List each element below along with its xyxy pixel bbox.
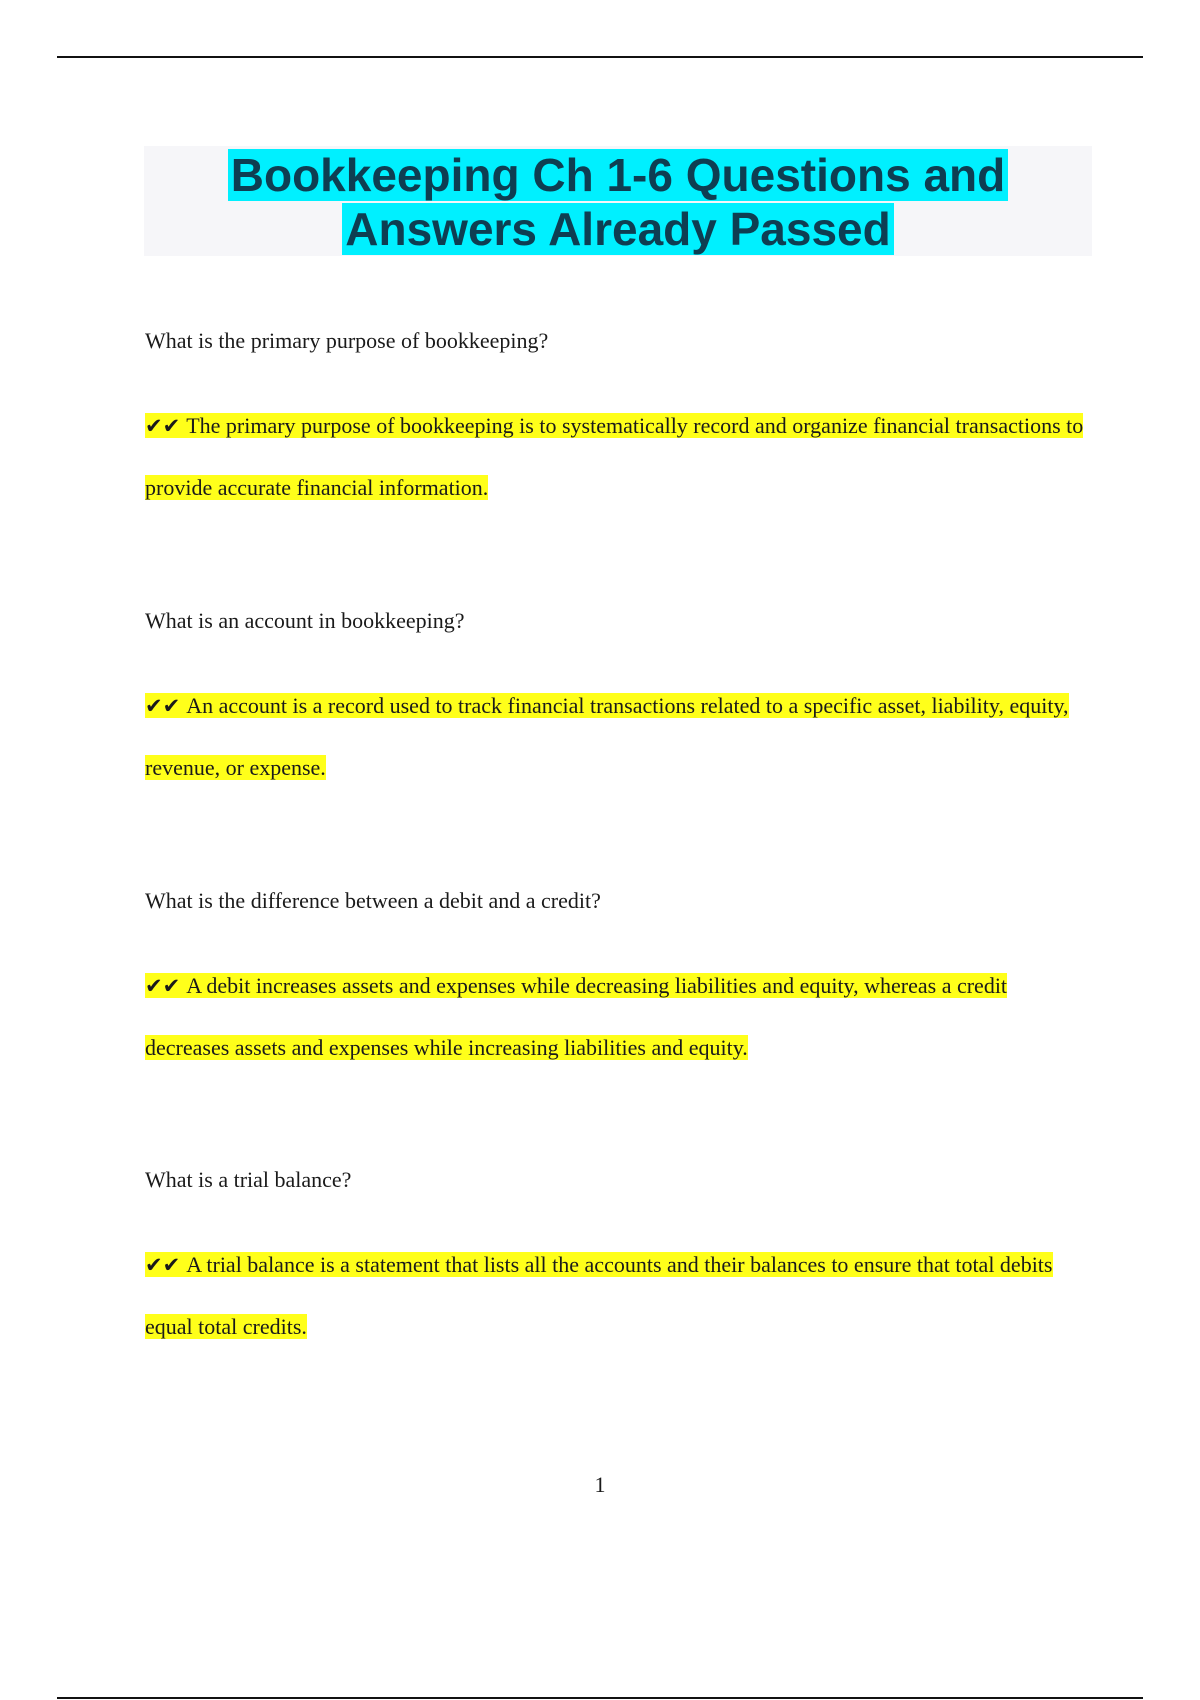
title-line-1: Bookkeeping Ch 1-6 Questions and — [228, 149, 1008, 201]
check-icon: ✔✔ — [145, 1253, 181, 1277]
answer-text — [145, 1234, 1085, 1357]
question-text: What is the difference between a debit and a credit? — [145, 888, 601, 913]
answer-body: The primary purpose of bookkeeping is to systematically record and organize financial transactions to provide accurate financial information. — [145, 413, 1084, 500]
question-text: What is an account in bookkeeping? — [145, 608, 465, 633]
check-icon: ✔✔ — [145, 414, 181, 438]
page-number: 1 — [594, 1472, 606, 1497]
top-rule — [57, 56, 1143, 58]
qa-item — [145, 328, 1085, 518]
answer-text — [145, 955, 1085, 1078]
qa-item — [145, 1167, 1085, 1357]
question-text: What is the primary purpose of bookkeeping? — [145, 328, 549, 353]
bottom-rule — [57, 1697, 1143, 1699]
check-icon: ✔✔ — [145, 974, 181, 998]
answer-text — [145, 675, 1085, 798]
qa-item — [145, 888, 1085, 1078]
answer-text — [145, 395, 1085, 518]
answer-body: A trial balance is a statement that lists all the accounts and their balances to ensure that total debits equal total credits. — [145, 1252, 1053, 1339]
title-banner — [144, 146, 1092, 256]
question-text: What is a trial balance? — [145, 1167, 352, 1192]
answer-body: An account is a record used to track financial transactions related to a specific asset, liability, equity, revenue, or expense. — [145, 693, 1069, 780]
page-title — [144, 146, 1092, 256]
title-line-2: Answers Already Passed — [342, 203, 893, 255]
check-icon: ✔✔ — [145, 694, 181, 718]
answer-body: A debit increases assets and expenses while decreasing liabilities and equity, whereas a credit decreases assets and expenses while increasing liabilities and equity. — [145, 973, 1008, 1060]
qa-item — [145, 608, 1085, 798]
